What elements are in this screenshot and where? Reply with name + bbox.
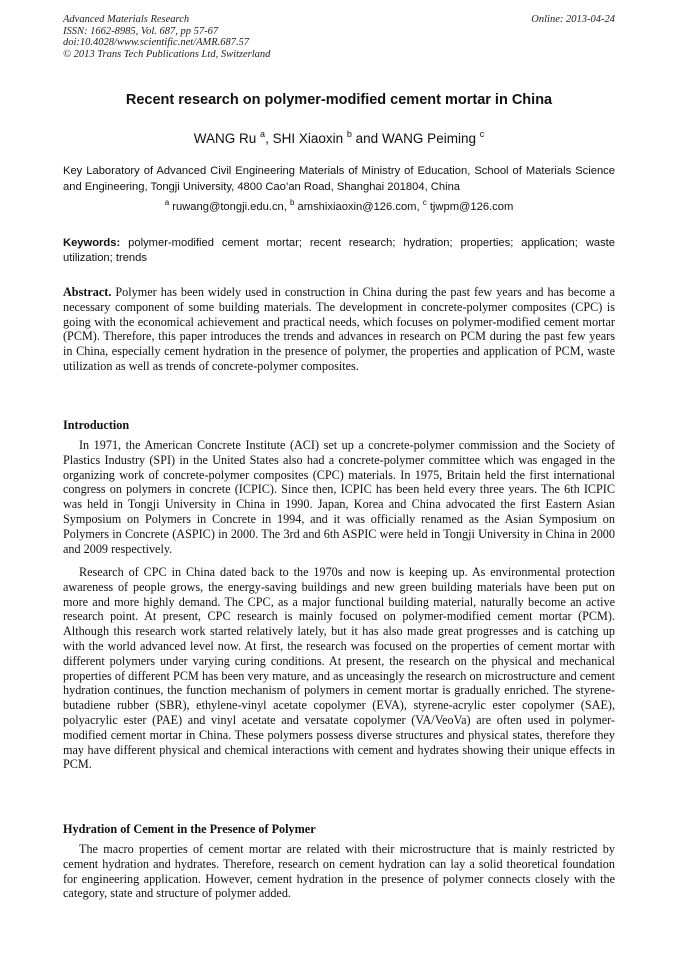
email-link[interactable]: tjwpm@126.com bbox=[429, 201, 514, 213]
section-heading-introduction: Introduction bbox=[63, 418, 130, 432]
online-date: Online: 2013-04-24 bbox=[531, 14, 615, 25]
abstract-text: Polymer has been widely used in construction in China during the past few years and has become a necessary component of some building materials. The development in concrete-polymer composites (CPC) is going with the economical achievement and practical needs, which focuses on polymer-modified cement mortar (PCM). Therefore, this paper introduces the trends and advances in research on PCM during the past few years in China, especially cement hydration in the presence of polymer, the properties and application of PCM, waste utilization as well as trends of concrete-polymer composites. bbox=[63, 285, 616, 373]
abstract-block bbox=[63, 285, 615, 374]
email-marker: b bbox=[289, 198, 295, 207]
issn-line: ISSN: 1662-8985, Vol. 687, pp 57-67 bbox=[63, 25, 219, 37]
keywords-block bbox=[63, 236, 615, 266]
affiliation: Key Laboratory of Advanced Civil Engineering Materials of Ministry of Education, School of Materials Science and Engineering, Tongji University, 4800 Cao’an Road, Shanghai 201804, China bbox=[63, 165, 615, 193]
author-separator: and bbox=[351, 131, 382, 146]
author-name: WANG Ru bbox=[193, 131, 257, 146]
author-marker: a bbox=[260, 129, 266, 139]
journal-header bbox=[63, 14, 423, 60]
abstract-label: Abstract. bbox=[63, 285, 112, 299]
author-marker: b bbox=[346, 129, 352, 139]
paper-title: Recent research on polymer-modified cement mortar in China bbox=[125, 92, 553, 108]
journal-name: Advanced Materials Research bbox=[63, 14, 190, 25]
keywords-label: Keywords: bbox=[63, 237, 121, 249]
email-marker: c bbox=[422, 198, 427, 207]
section-heading-hydration: Hydration of Cement in the Presence of Polymer bbox=[63, 822, 316, 836]
author-separator: , bbox=[265, 131, 273, 146]
email-list: $^a$ ruwang@tongji.edu.cn, $^b$ amshixiaoxin@126.com, $^c$ tjwpm@126.com bbox=[164, 198, 514, 213]
copyright-line: © 2013 Trans Tech Publications Ltd, Switzerland bbox=[63, 48, 271, 60]
email-marker: a bbox=[164, 198, 170, 207]
keywords-text: polymer-modified cement mortar; recent research; hydration; properties; application; waste utilization; trends bbox=[63, 237, 616, 264]
email-link[interactable]: ruwang@tongji.edu.cn bbox=[172, 201, 284, 213]
author-name: SHI Xiaoxin bbox=[272, 131, 344, 146]
paragraph: Research of CPC in China dated back to the 1970s and now is keeping up. As environmental protection awareness of people grows, the energy-saving buildings and new green building materials have been put on more and more highly demand. The CPC, as a major functional building material, naturally become an active research point. At present, CPC research is mainly focused on polymer-modified cement mortar (PCM). Although this research work started relatively lately, but it has also made great progresses and is catching up with the world advanced level now. At first, the research was focused on the properties of cement mortar with different polymers under varying curing conditions. At present, the research on the physical and mechanical properties of different PCM has been very mature, and as unceasingly the research on microstructure and cement hydration continues, the function mechanism of polymers in cement mortar is gradually enriched. The styrene-butadiene rubber (SBR), ethylene-vinyl acetate copolymer (EVA), styrene-acrylic ester copolymer (SAE), polyacrylic ester (PAE) and vinyl acetate and versatate copolymer (VA/VeoVa) are often used in polymer-modified cement mortar in China. These polymers possess diverse structures and physical states, therefore they may have different physical and chemical interactions with cement and hydrates showing their unique effects in PCM. bbox=[63, 565, 615, 772]
doi-line: doi:10.4028/www.scientific.net/AMR.687.57 bbox=[63, 37, 250, 48]
author-list bbox=[63, 130, 615, 148]
author-name: WANG Peiming bbox=[381, 131, 476, 146]
paragraph: In 1971, the American Concrete Institute (ACI) set up a concrete-polymer commission and the Society of Plastics Industry (SPI) in the United States also had a concrete-polymer committee which was engaged in the organizing work of concrete-polymer composites (CPC) materials. In 1975, Britain held the first international congress on polymers in concrete (ICPIC). Since then, ICPIC has been held every three years. The 6th ICPIC was held in Tongji University in China in 1990. Japan, Korea and China advocated the first Eastern Asian Symposium on Polymers in Concrete in 1994, and it was officially renamed as the Asian Symposium on Polymers in Concrete (ASPIC) in 2000. The 3rd and 6th ASPIC were held in Tongji University in China in 2000 and 2009 respectively. bbox=[63, 438, 615, 556]
email-link[interactable]: amshixiaoxin@126.com bbox=[297, 201, 417, 213]
author-marker: c bbox=[479, 129, 485, 139]
paragraph: The macro properties of cement mortar are related with their microstructure that is mainly restricted by cement hydration and hydrates. Therefore, research on cement hydration can lay a solid theoretical foundation for engineering application. However, cement hydration in the presence of polymer connects closely with the category, state and structure of polymer added. bbox=[63, 842, 615, 901]
